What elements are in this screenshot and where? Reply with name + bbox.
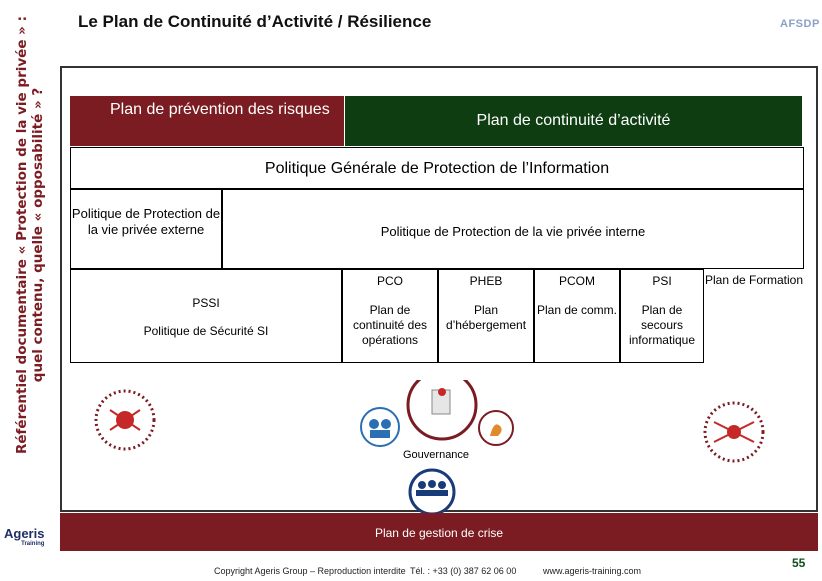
governance-icons [80,380,820,515]
psi-desc: Plan de secours informatique [628,303,696,347]
pssi-desc: Politique de Sécurité SI [143,324,269,338]
team-icon [361,408,399,446]
ageris-logo [4,526,44,547]
footer-copyright: Copyright Ageris Group – Reproduction interdite [214,566,406,576]
network-icon [705,403,763,461]
meeting-icon [410,470,454,514]
pheb-desc: Plan d’hébergement [445,303,527,332]
external-privacy-policy-box: Politique de Protection de la vie privée externe [70,189,222,269]
pco-label: PCO [376,274,403,288]
pcom-box [534,269,620,363]
risk-icon [96,391,154,449]
ageris-logo-text: Ageris [4,526,45,541]
side-title-line2: quel contenu, quelle « opposabilité » ? [30,87,46,383]
pheb-box [438,269,534,363]
footer-website[interactable]: www.ageris-training.com [543,566,642,576]
fire-icon [479,411,513,445]
pssi-box [70,269,342,363]
side-title-line1: Référentiel documentaire « Protection de la vie privée » : [14,16,30,455]
footer-phone: Tél. : +33 (0) 387 62 06 00 [410,566,517,576]
document-icon [408,380,476,439]
pco-desc: Plan de continuité des opérations [352,303,428,347]
ageris-logo-sub: Training [21,541,45,547]
governance-label: Gouvernance [403,449,470,461]
pcom-desc: Plan de comm. [536,303,618,317]
training-plan: Plan de Formation [704,273,804,287]
prevention-plan-bar: Plan de prévention des risques [70,96,344,146]
pheb-label: PHEB [469,274,503,288]
pco-box [342,269,438,363]
pssi-label: PSSI [192,296,220,310]
page-title: Le Plan de Continuité d’Activité / Résilience [78,12,432,31]
psi-label: PSI [652,274,672,288]
page-number: 55 [792,556,806,570]
continuity-plan-bar: Plan de continuité d’activité [345,96,802,146]
pcom-label: PCOM [559,274,595,288]
afsdp-logo: AFSDP [780,18,820,30]
crisis-plan-bar: Plan de gestion de crise [60,513,818,551]
side-title [0,0,60,470]
psi-box [620,269,704,363]
internal-privacy-policy-box: Politique de Protection de la vie privée interne [222,189,804,269]
pgpi-box: Politique Générale de Protection de l’Information [70,147,804,189]
